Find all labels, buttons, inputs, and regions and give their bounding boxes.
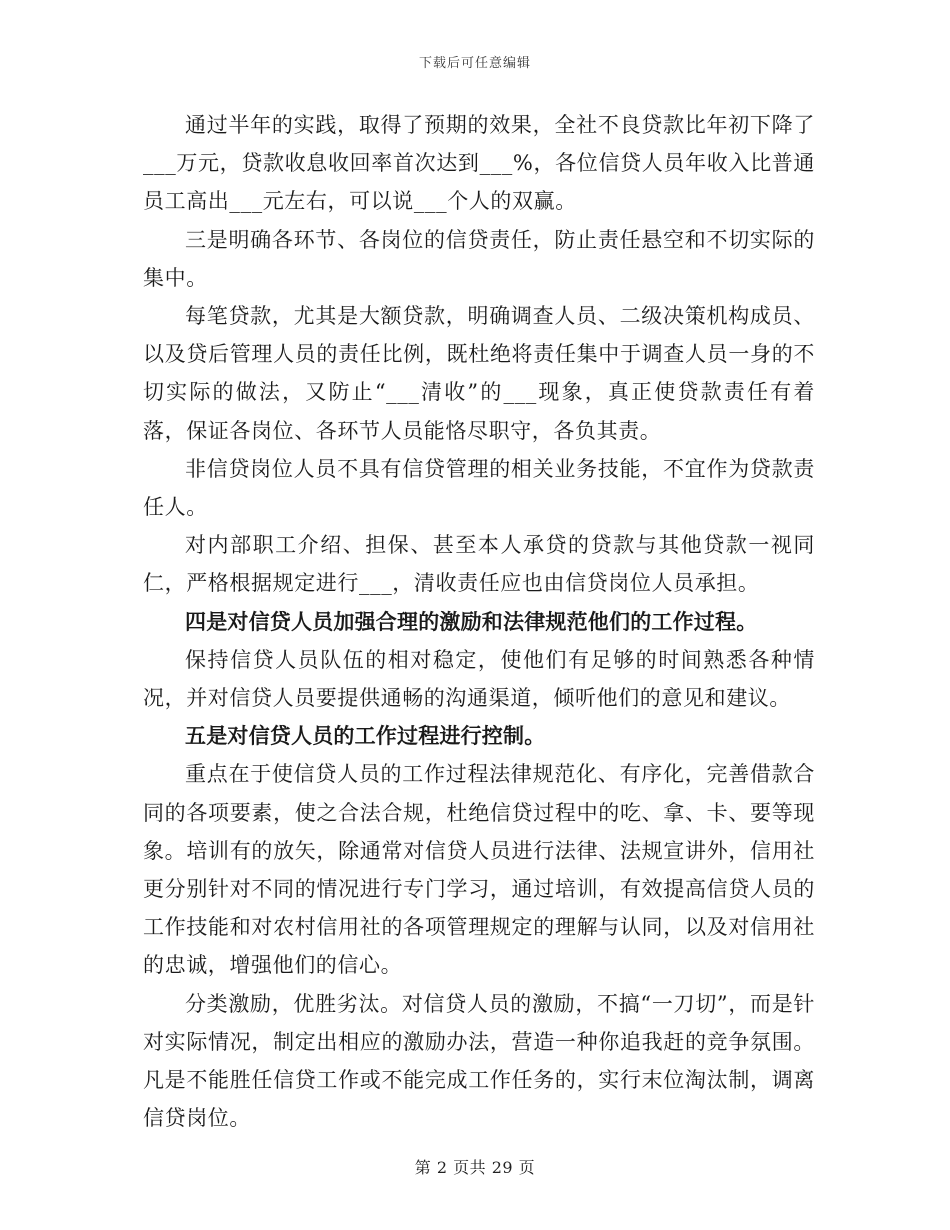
- page-number: 第 2 页共 29 页: [414, 1158, 536, 1177]
- paragraph-process-control: 重点在于使信贷人员的工作过程法律规范化、有序化，完善借款合同的各项要素，使之合法合规，杜绝信贷过程中的吃、拿、卡、要等现象。培训有的放矢，除通常对信贷人员进行法律、法规宣讲外，信用社更分别针对不同的情况进行专门学习，通过培训，有效提高信贷人员的工作技能和对农村信用社的各项管理规定的理解与认同，以及对信用社的忠诚，增强他们的信心。: [143, 762, 815, 978]
- paragraph-point-three: 三是明确各环节、各岗位的信贷责任，防止责任悬空和不切实际的集中。: [143, 227, 815, 290]
- page-header: 下载后可任意编辑: [418, 56, 531, 71]
- document-body: [143, 106, 815, 1137]
- paragraph-responsibility-ratio: 每笔贷款，尤其是大额贷款，明确调查人员、二级决策机构成员、以及贷后管理人员的责任比例，既杜绝将责任集中于调查人员一身的不切实际的做法，又防止“___清收”的___现象，真正使贷款责任有着落，保证各岗位、各环节人员能恪尽职守，各负其责。: [143, 304, 815, 443]
- heading-point-four: 四是对信贷人员加强合理的激励和法律规范他们的工作过程。: [185, 609, 758, 634]
- paragraph-non-credit-staff: 非信贷岗位人员不具有信贷管理的相关业务技能，不宜作为贷款责任人。: [143, 456, 815, 520]
- heading-point-five: 五是对信贷人员的工作过程进行控制。: [185, 724, 546, 749]
- paragraph-incentives: 分类激励，优胜劣汰。对信贷人员的激励，不搞“一刀切”，而是针对实际情况，制定出相应的激励办法，营造一种你追我赶的竞争氛围。凡是不能胜任信贷工作或不能完成工作任务的，实行末位淘汰制，调离信贷岗位。: [143, 991, 815, 1131]
- paragraph-internal-loans: 对内部职工介绍、担保、甚至本人承贷的贷款与其他贷款一视同仁，严格根据规定进行___，清收责任应也由信贷岗位人员承担。: [143, 533, 815, 596]
- paragraph-team-stability: 保持信贷人员队伍的相对稳定，使他们有足够的时间熟悉各种情况，并对信贷人员要提供通畅的沟通渠道，倾听他们的意见和建议。: [143, 647, 815, 711]
- paragraph-results: 通过半年的实践，取得了预期的效果，全社不良贷款比年初下降了___万元，贷款收息收回率首次达到___%，各位信贷人员年收入比普通员工高出___元左右，可以说___个人的双赢。: [143, 113, 815, 214]
